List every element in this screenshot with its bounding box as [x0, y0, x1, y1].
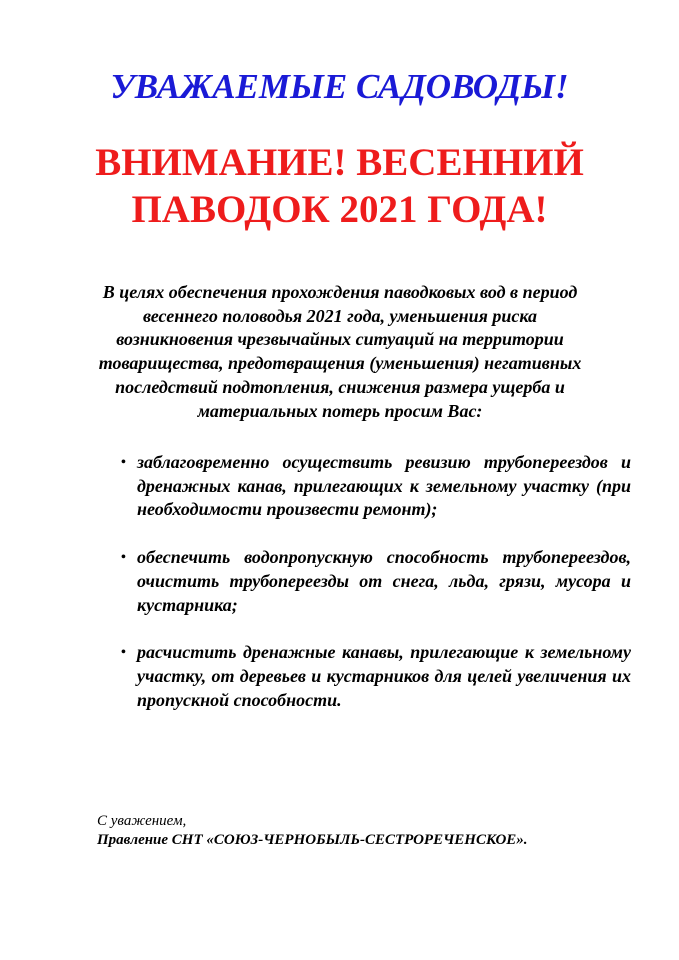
- list-item: [116, 641, 631, 712]
- intro-paragraph: В целях обеспечения прохождения паводковых вод в период весеннего половодья 2021 года, уменьшения риска возникновения чрезвычайных ситуаций на территории товарищества, предотвращения (уменьшения) негативных последствий подтопления, снижения размера ущерба и материальных потерь просим Вас:: [98, 282, 582, 421]
- bullet-icon: •: [121, 550, 126, 566]
- request-list: [116, 451, 631, 712]
- list-item-text: обеспечить водопропускную способность трубопереездов, очистить трубопереезды от снега, льда, грязи, мусора и кустарника;: [137, 547, 631, 615]
- signoff-block: [97, 812, 657, 850]
- list-item: [116, 451, 631, 522]
- list-item: [116, 546, 631, 617]
- closing-text: С уважением,: [97, 813, 187, 829]
- list-item-text: расчистить дренажные канавы, прилегающие к земельному участку, от деревьев и кустарников для целей увеличения их пропускной способности.: [137, 642, 631, 710]
- notice-headline: ВНИМАНИЕ! ВЕСЕННИЙ ПАВОДОК 2021 ГОДА!: [95, 141, 584, 231]
- signature-text: Правление СНТ «СОЮЗ-ЧЕРНОБЫЛЬ-СЕСТРОРЕЧЕНСКОЕ».: [97, 832, 528, 848]
- bullet-icon: •: [121, 455, 126, 470]
- greeting-heading: УВАЖАЕМЫЕ САДОВОДЫ!: [110, 67, 569, 106]
- bullet-icon: •: [121, 645, 126, 661]
- list-item-text: заблаговременно осуществить ревизию трубопереездов и дренажных канав, прилегающих к земельному участку (при необходимости произвести ремонт);: [137, 452, 631, 520]
